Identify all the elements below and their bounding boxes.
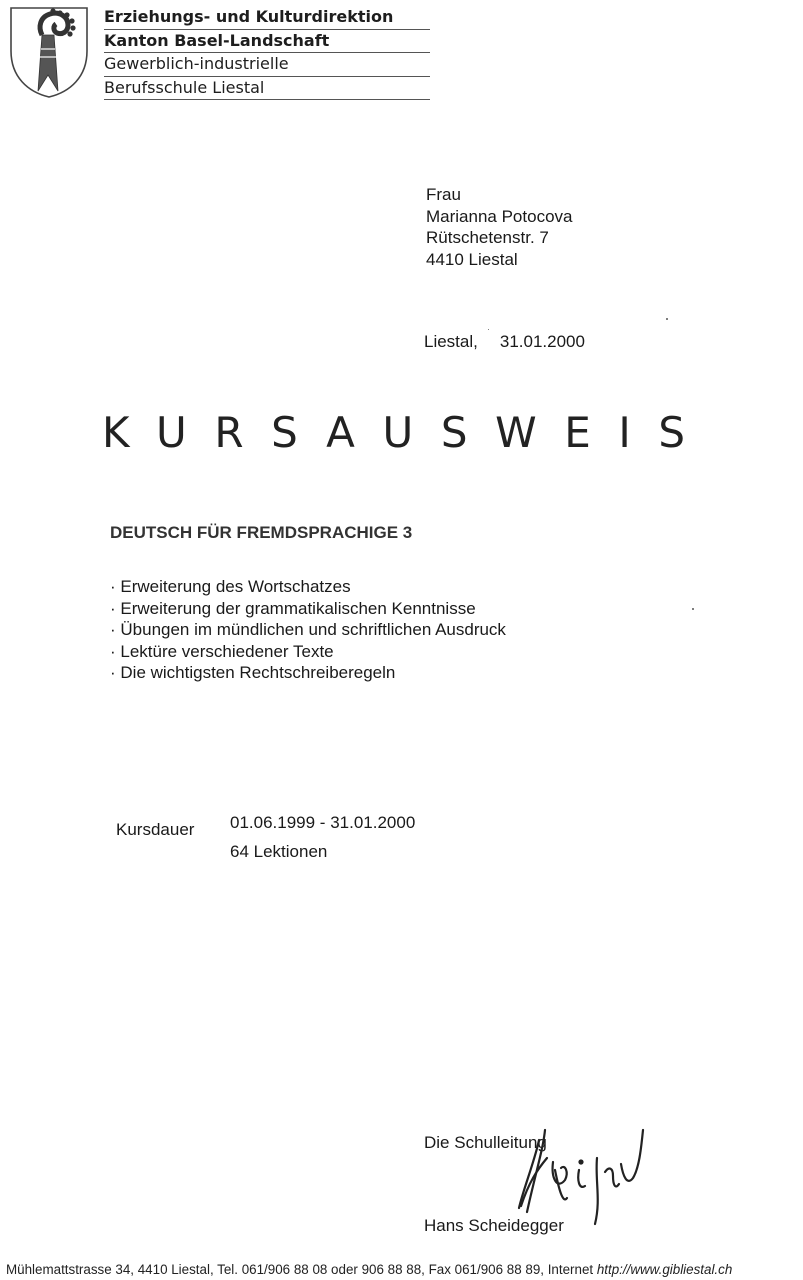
signatory-name: Hans Scheidegger [424, 1216, 564, 1235]
duration-label: Kursdauer [116, 820, 195, 839]
topic-item: · Die wichtigsten Rechtschreiberegeln [110, 663, 396, 683]
place: Liestal, [424, 332, 478, 351]
duration-range: 01.06.1999 - 31.01.2000 [230, 813, 416, 832]
scan-speck [488, 329, 489, 330]
recipient-name: Marianna Potocova [426, 206, 573, 226]
footer-contact: Mühlemattstrasse 34, 4410 Liestal, Tel. 061/906 88 08 oder 906 88 88, Fax 061/906 88 89, Internet [6, 1262, 597, 1277]
topic-item: · Lektüre verschiedener Texte [110, 641, 334, 661]
school-type: Gewerblich-industrielle [104, 53, 430, 77]
letterhead [104, 6, 430, 100]
footer-website-link[interactable]: http://www.gibliestal.ch [596, 1262, 733, 1277]
recipient-city: 4410 Liestal [426, 249, 518, 269]
scan-speck [692, 608, 694, 610]
department-name: Erziehungs- und Kulturdirektion [104, 6, 430, 30]
course-topics [110, 576, 506, 684]
school-contact-footer [6, 1262, 732, 1277]
basel-landschaft-crest [8, 5, 90, 99]
canton-name: Kanton Basel-Landschaft [104, 30, 430, 54]
topic-item: · Erweiterung des Wortschatzes [110, 577, 351, 596]
scan-speck [666, 318, 668, 320]
topic-item: · Erweiterung der grammatikalischen Kenntnisse [110, 598, 476, 618]
school-name: Berufsschule Liestal [104, 77, 430, 101]
course-name: DEUTSCH FÜR FREMDSPRACHIGE 3 [110, 523, 413, 542]
recipient-street: Rütschetenstr. 7 [426, 228, 549, 248]
duration-lessons: 64 Lektionen [230, 842, 328, 861]
document-title: KURSAUSWEIS [102, 408, 713, 457]
issue-date: 31.01.2000 [499, 332, 585, 351]
topic-item: · Übungen im mündlichen und schriftlichen Ausdruck [110, 620, 506, 640]
place-date [424, 332, 585, 352]
recipient-salutation: Frau [426, 185, 461, 204]
recipient-address [426, 184, 572, 270]
handwritten-signature [505, 1120, 655, 1230]
signatory-role: Die Schulleitung [424, 1133, 547, 1152]
